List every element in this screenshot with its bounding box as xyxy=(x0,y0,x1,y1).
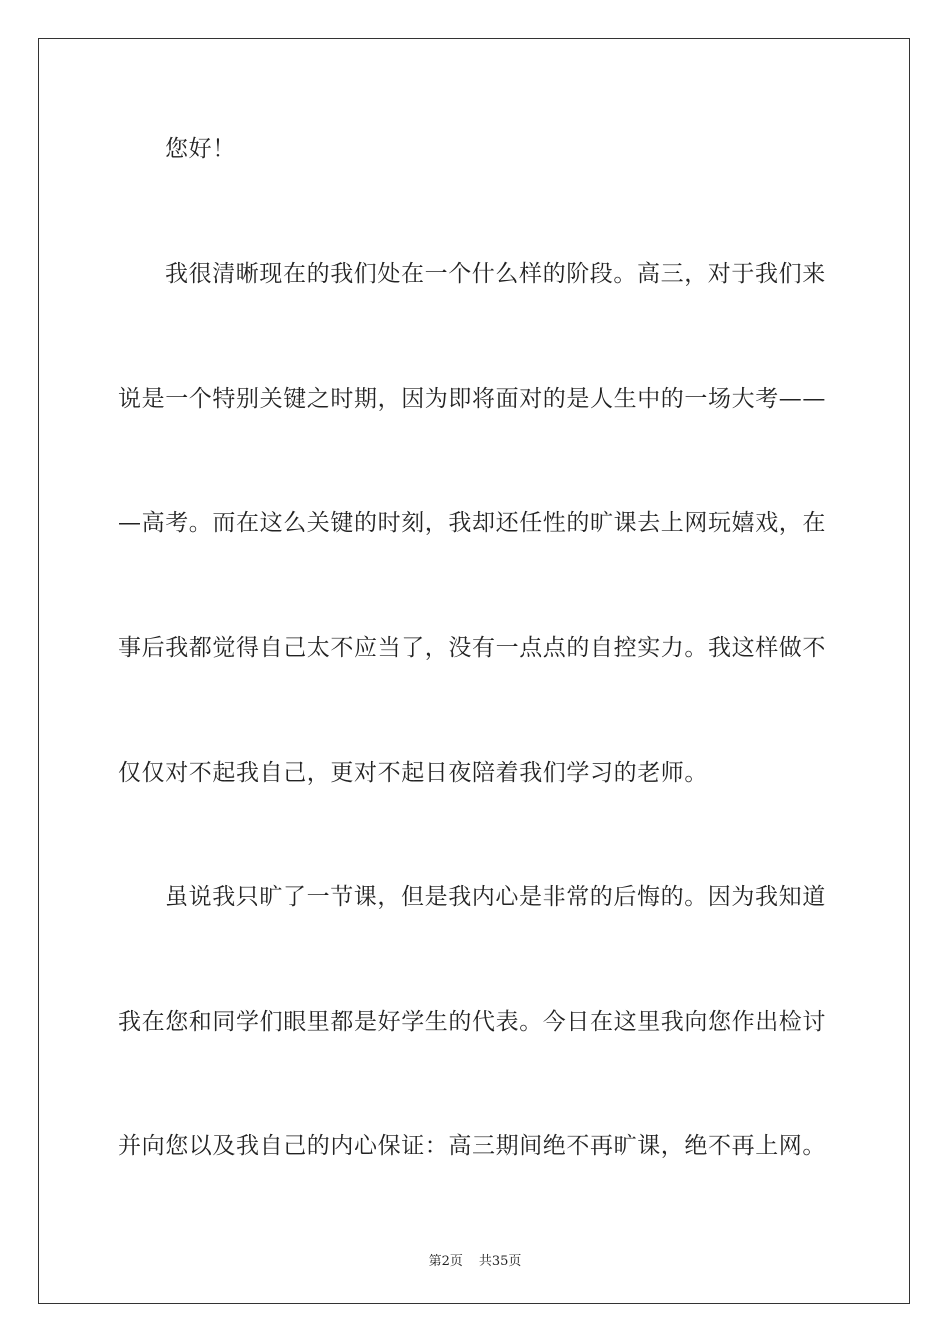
paragraph-line: —高考。而在这么关键的时刻，我却还任性的旷课去上网玩嬉戏，在 xyxy=(118,510,826,536)
page-footer xyxy=(0,1250,950,1269)
paragraph-line: 我在您和同学们眼里都是好学生的代表。今日在这里我向您作出检讨 xyxy=(118,1009,826,1035)
paragraph-line: 事后我都觉得自己太不应当了，没有一点点的自控实力。我这样做不 xyxy=(118,635,826,661)
paragraph-line: 我很清晰现在的我们处在一个什么样的阶段。高三，对于我们来 xyxy=(165,261,826,287)
paragraph-line: 虽说我只旷了一节课，但是我内心是非常的后悔的。因为我知道 xyxy=(165,884,826,910)
paragraph-line: 仅仅对不起我自己，更对不起日夜陪着我们学习的老师。 xyxy=(118,760,708,786)
paragraph-line: 并向您以及我自己的内心保证：高三期间绝不再旷课，绝不再上网。 xyxy=(118,1133,826,1159)
page-number: 第2页 xyxy=(428,1254,463,1269)
paragraph-line: 说是一个特别关键之时期，因为即将面对的是人生中的一场大考—— xyxy=(118,386,826,412)
page-border xyxy=(38,38,910,1304)
page-total: 共35页 xyxy=(478,1254,522,1269)
greeting-line: 您好！ xyxy=(165,136,236,162)
